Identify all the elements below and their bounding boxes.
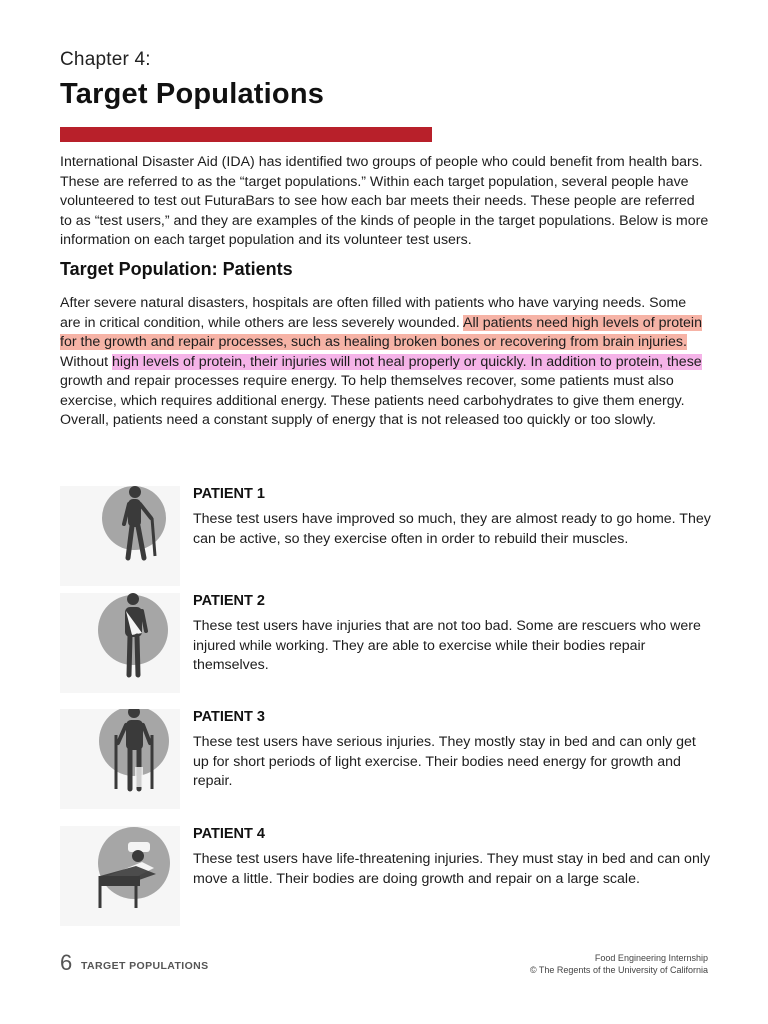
footer-credits [530, 952, 708, 976]
patient-title: PATIENT 2 [193, 593, 265, 609]
patient-description: These test users have injuries that are not too bad. Some are rescuers who were injured while working. They are able to exercise while their bodies repair themselves. [193, 618, 701, 673]
patient-title: PATIENT 3 [193, 709, 265, 725]
section-heading: Target Population: Patients [60, 259, 293, 279]
footer-page-number: 6 [60, 950, 73, 975]
highlight-orange[interactable]: All patients need high levels of protein for the growth and repair processes, such as healing broken bones or recovering from brain injuries. [60, 314, 702, 350]
patient-card-2 [60, 593, 720, 693]
footer-copyright: © The Regents of the University of California [529, 965, 708, 975]
chapter-label: Chapter 4: [60, 49, 151, 70]
patient-card-3 [60, 709, 720, 809]
paragraph-text: After severe natural disasters, hospitals are often filled with patients who have varying needs. Some are in critical condition, while others are less severely wounded. [60, 295, 687, 331]
patients-paragraph [60, 294, 710, 431]
patient-title: PATIENT 4 [193, 826, 265, 842]
patient-title: PATIENT 1 [193, 486, 265, 502]
patient-description: These test users have life-threatening injuries. They must stay in bed and can only move a little. Their bodies are doing growth and repair on a large scale. [193, 851, 711, 887]
patient-description: These test users have improved so much, they are almost ready to go home. They can be active, so they exercise often in order to rebuild their muscles. [193, 511, 711, 547]
footer-section-label: TARGET POPULATIONS [81, 960, 209, 972]
person-in-bed-icon [60, 826, 180, 926]
patient-description: These test users have serious injuries. They mostly stay in bed and can only get up for short periods of light exercise. Their bodies need energy for growth and repair. [193, 734, 696, 789]
highlight-pink[interactable]: high levels of protein, their injuries will not heal properly or quickly. In addition to protein, these [112, 353, 702, 370]
paragraph-text: Without [60, 353, 113, 370]
person-with-cane-icon [60, 486, 180, 586]
paragraph-text: growth and repair processes require energy. To help themselves recover, some patients must also exercise, which requires additional energy. These patients need carbohydrates to give them energy. Overall, patients need a constant supply of energy that is not released too quickly or too slowly. [60, 373, 685, 428]
person-with-sling-icon [60, 593, 180, 693]
footer-program: Food Engineering Internship [594, 953, 708, 963]
intro-paragraph: International Disaster Aid (IDA) has identified two groups of people who could benefit from health bars. These are referred to as the “target populations.” Within each target population, several people have volunteered to test out FuturaBars to see how each bar meets their needs. These people are referred to as “test users,” and they are examples of the kinds of people in the target populations. Below is more information on each target population and its volunteer test users. [60, 154, 709, 248]
patient-card-4 [60, 826, 720, 926]
person-on-crutches-icon [60, 709, 180, 809]
title-accent-bar [60, 127, 432, 142]
chapter-title: Target Populations [60, 78, 325, 110]
patient-card-1 [60, 486, 720, 586]
